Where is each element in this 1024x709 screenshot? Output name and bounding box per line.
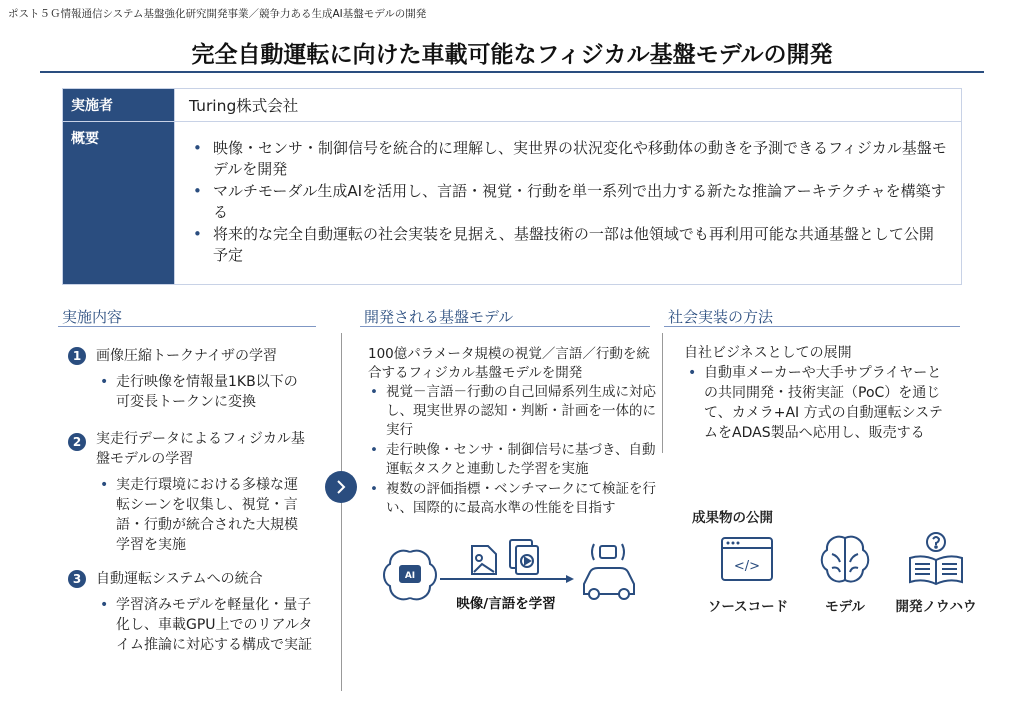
overview-item: • 映像・センサ・制御信号を統合的に理解し、実世界の状況変化や移動体の動きを予測できるフィジカル基盤モデルを開発 bbox=[189, 138, 947, 180]
step-detail: • 走行映像を情報量1KB以下の可変長トークンに変換 bbox=[100, 372, 306, 412]
step-title: 画像圧縮トークナイザの学習 bbox=[96, 348, 278, 364]
implementation-step bbox=[68, 569, 318, 655]
implementation-step bbox=[68, 429, 318, 555]
step-number: 3 bbox=[68, 570, 86, 588]
column-divider bbox=[662, 333, 663, 453]
title-divider bbox=[40, 71, 984, 73]
model-heading: 開発される基盤モデル bbox=[364, 308, 514, 326]
step-number: 2 bbox=[68, 433, 86, 451]
implementation-heading: 実施内容 bbox=[62, 308, 123, 326]
column-divider bbox=[341, 333, 342, 691]
overview-item: • 将来的な完全自動運転の社会実装を見据え、基盤技術の一部は他領域でも再利用可能な共通基盤として公開予定 bbox=[189, 224, 947, 266]
deployment-list bbox=[684, 363, 946, 443]
deployment-rule bbox=[664, 326, 960, 327]
implementer-value: Turing株式会社 bbox=[175, 89, 962, 122]
model-list bbox=[368, 383, 658, 518]
page-title: 完全自動運転に向けた車載可能なフィジカル基盤モデルの開発 bbox=[191, 42, 833, 68]
model-description bbox=[368, 345, 658, 519]
code-symbol: </> bbox=[733, 559, 761, 574]
model-diagram bbox=[376, 534, 656, 614]
summary-table bbox=[62, 88, 962, 285]
implementation-step bbox=[68, 346, 318, 412]
implementation-rule bbox=[58, 326, 316, 327]
document-file-icon bbox=[510, 540, 538, 574]
deployment-intro: 自社ビジネスとしての展開 bbox=[684, 345, 852, 361]
model-rule bbox=[360, 326, 650, 327]
code-window-icon bbox=[720, 534, 776, 586]
chevron-right-icon bbox=[325, 471, 357, 503]
overview-label: 概要 bbox=[63, 122, 175, 285]
breadcrumb: ポスト５Ｇ情報通信システム基盤強化研究開発事業／競争力ある生成AI基盤モデルの開発 bbox=[8, 8, 427, 20]
deployment-heading: 社会実装の方法 bbox=[668, 308, 774, 326]
model-intro: 100億パラメータ規模の視覚／言語／行動を統合するフィジカル基盤モデルを開発 bbox=[368, 346, 650, 381]
step-detail: • 学習済みモデルを軽量化・量子化し、車載GPU上でのリアルタイム推論に対応する構成で実証 bbox=[100, 595, 314, 655]
implementer-label: 実施者 bbox=[63, 89, 175, 122]
step-number: 1 bbox=[68, 347, 86, 365]
deployment-item: • 自動車メーカーや大手サプライヤーとの共同開発・技術実証（PoC）を通じて、カメラ+AI 方式の自動運転システムをADAS製品へ応用し、販売する bbox=[684, 363, 946, 443]
deployment-description bbox=[684, 343, 969, 444]
model-item: • 視覚－言語－行動の自己回帰系列生成に対応し、現実世界の認知・判断・計画を一体的に実行 bbox=[368, 383, 658, 440]
car-icon bbox=[584, 544, 634, 599]
step-title: 実走行データによるフィジカル基盤モデルの学習 bbox=[96, 431, 305, 467]
model-item: • 複数の評価指標・ベンチマークにて検証を行い、国際的に最高水準の性能を目指す bbox=[368, 480, 658, 518]
ai-chip-label: AI bbox=[404, 571, 416, 581]
step-detail: • 実走行環境における多様な運転シーンを収集し、視覚・言語・行動が統合された大規模学習を実施 bbox=[100, 475, 311, 555]
output-label: ソースコード bbox=[707, 599, 789, 615]
output-label: モデル bbox=[825, 599, 865, 615]
flow-arrowhead bbox=[566, 575, 574, 583]
model-item: • 走行映像・センサ・制御信号に基づき、自動運転タスクと連動した学習を実施 bbox=[368, 441, 658, 479]
brain-icon bbox=[818, 532, 872, 586]
overview-item: • マルチモーダル生成AIを活用し、言語・視覚・行動を単一系列で出力する新たな推論アーキテクチャを構築する bbox=[189, 181, 947, 223]
knowhow-book-icon bbox=[906, 530, 966, 586]
output-label: 開発ノウハウ bbox=[895, 599, 977, 615]
overview-cell bbox=[175, 122, 962, 285]
diagram-caption: 映像/言語を学習 bbox=[456, 596, 556, 612]
step-title: 自動運転システムへの統合 bbox=[96, 571, 263, 587]
image-file-icon bbox=[472, 546, 496, 574]
overview-list bbox=[189, 138, 947, 266]
outputs-heading: 成果物の公開 bbox=[692, 510, 773, 526]
